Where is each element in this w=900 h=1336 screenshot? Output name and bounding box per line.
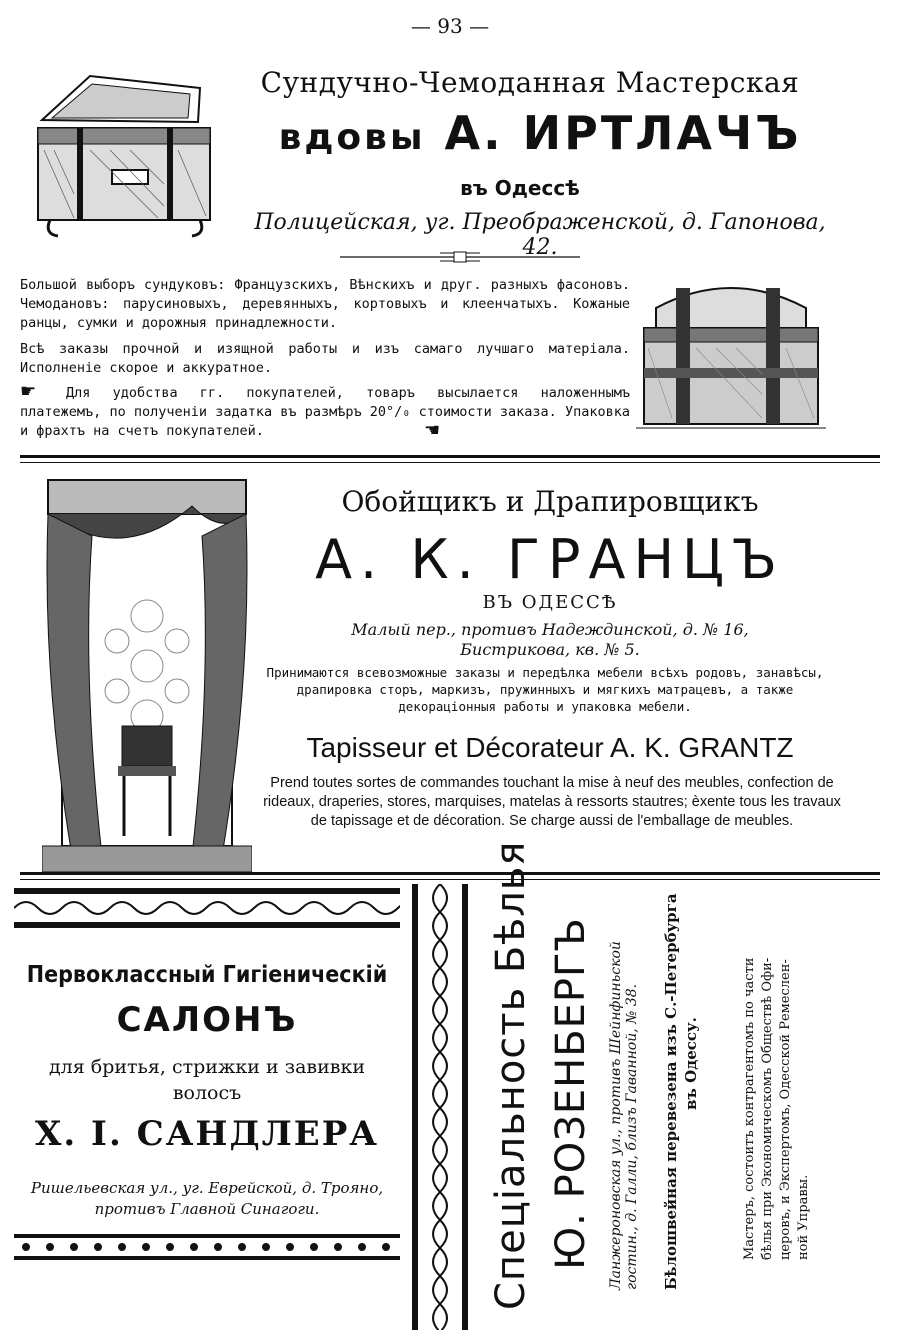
section-divider-thin [20, 462, 880, 463]
ad1-paragraph-1: Большой выборъ сундуковъ: Французскихъ, Вѣнскихъ и друг. разныхъ фасоновъ. Чемодановъ: парусиновыхъ, деревянныхъ, кортовыхъ и клеенчатыхъ. Кожаные ранцы, сумки и дорожныя принадлежности. [20, 277, 630, 331]
ad4-relocation-1: Бѣлошвейная перевезена изъ С.-Петербурга [662, 893, 680, 1290]
ad2-russian-body: Принимаются всевозможные заказы и передѣлка мебели всѣхъ родовъ, занавѣсы, драпировка сторъ, маркизъ, пружинныхъ и мягкихъ матрацевъ, а также декораціонныя работы и упаковка мебели. [266, 665, 824, 714]
ad4-address-2: гостин., д. Галли, близъ Гаванной, № 38. [624, 983, 640, 1290]
ad2-city: ВЪ ОДЕССѢ [482, 592, 618, 613]
ornament-border-bottom [14, 1234, 400, 1260]
salon-address: Ришельевская ул., уг. Еврейской, д. Трояно, противъ Главной Синагоги. [30, 1179, 384, 1218]
section-divider-2-thin [20, 879, 880, 880]
ad2-address [300, 620, 800, 660]
ad4-headline: Спеціальность Бѣлья [488, 840, 534, 1310]
salon-owner: Х. І. САНДЛЕРА [35, 1114, 379, 1154]
ad4-note-2: бѣлья при Экономическомъ Обществѣ Офи- [760, 957, 775, 1260]
vertical-ornament-border [410, 884, 470, 1330]
ad2-name: А. К. ГРАНЦЪ [315, 528, 785, 591]
ad1-paragraph-3: Для удобства гг. покупателей, товаръ высылается наложеннымъ платежемъ, по полученіи задатка въ размѣръ 20°/₀ стоимости заказа. Упаковка и фрахтъ на счетъ покупателей. [20, 385, 630, 439]
trunk-illustration-closed [636, 268, 826, 438]
trunk-illustration-open [30, 70, 220, 240]
ad4-note-4: ной Управы. [796, 1174, 811, 1260]
ad2-title: Обойщикъ и Драпировщикъ [341, 485, 759, 518]
ad2-french-title: Tapisseur et Décorateur A. K. GRANTZ [306, 732, 794, 763]
salon-title: САЛОНЪ [116, 1000, 298, 1040]
salon-subtitle: Первоклассный Гигіеническій [26, 962, 388, 988]
ad2-french-body: Prend toutes sortes de commandes touchant la mise à neuf des meubles, confection de rideaux, draperies, stores, marquises, matelas à ressorts stautres; èxente tous les travaux de tapissage et de décoration. Se charge aussi de l'emballage de meubles. [263, 775, 841, 829]
ad4-note-1: Мастеръ, состоитъ контрагентомъ по части [742, 957, 757, 1260]
ad1-paragraph-2: Всѣ заказы прочной и изящной работы и изъ самаго лучшаго матеріала. Исполненіе скорое и аккуратное. [20, 341, 630, 376]
ad1-name-prefix: вдовы [278, 117, 426, 158]
ad1-name-main: А. ИРТЛАЧЪ [444, 106, 802, 160]
section-divider-2 [20, 872, 880, 875]
salon-description: для бритья, стрижки и завивки волосъ [48, 1056, 365, 1104]
ad2-address-line-1: Малый пер., противъ Надеждинской, д. № 16, [351, 620, 749, 639]
pointing-hand-icon-2: ☚ [424, 420, 441, 441]
ornament-divider [340, 250, 580, 264]
ad4-relocation-2: въ Одессу. [682, 1017, 700, 1110]
ad4-note-3: церовъ, и Экспертомъ, Одесской Ремеслен- [778, 959, 793, 1260]
ad1-title: Сундучно-Чемоданная Мастерская [260, 66, 800, 99]
drapery-illustration [42, 476, 252, 876]
ad1-city: въ Одессѣ [460, 176, 580, 200]
ad1-address: Полицейская, уг. Преображенской, д. Гапонова, 42. [254, 210, 826, 260]
section-divider [20, 455, 880, 458]
ad1-name [220, 106, 860, 160]
ad2-address-line-2: Бистрикова, кв. № 5. [460, 640, 640, 659]
page-number: — 93 — [410, 14, 490, 38]
ad4-owner: Ю. РОЗЕНБЕРГЪ [548, 917, 594, 1270]
ornament-border-top [14, 888, 400, 928]
ad4-address-1: Ланжероновская ул., противъ Шейнфиньской [608, 941, 624, 1290]
pointing-hand-icon: ☛ [20, 381, 37, 402]
